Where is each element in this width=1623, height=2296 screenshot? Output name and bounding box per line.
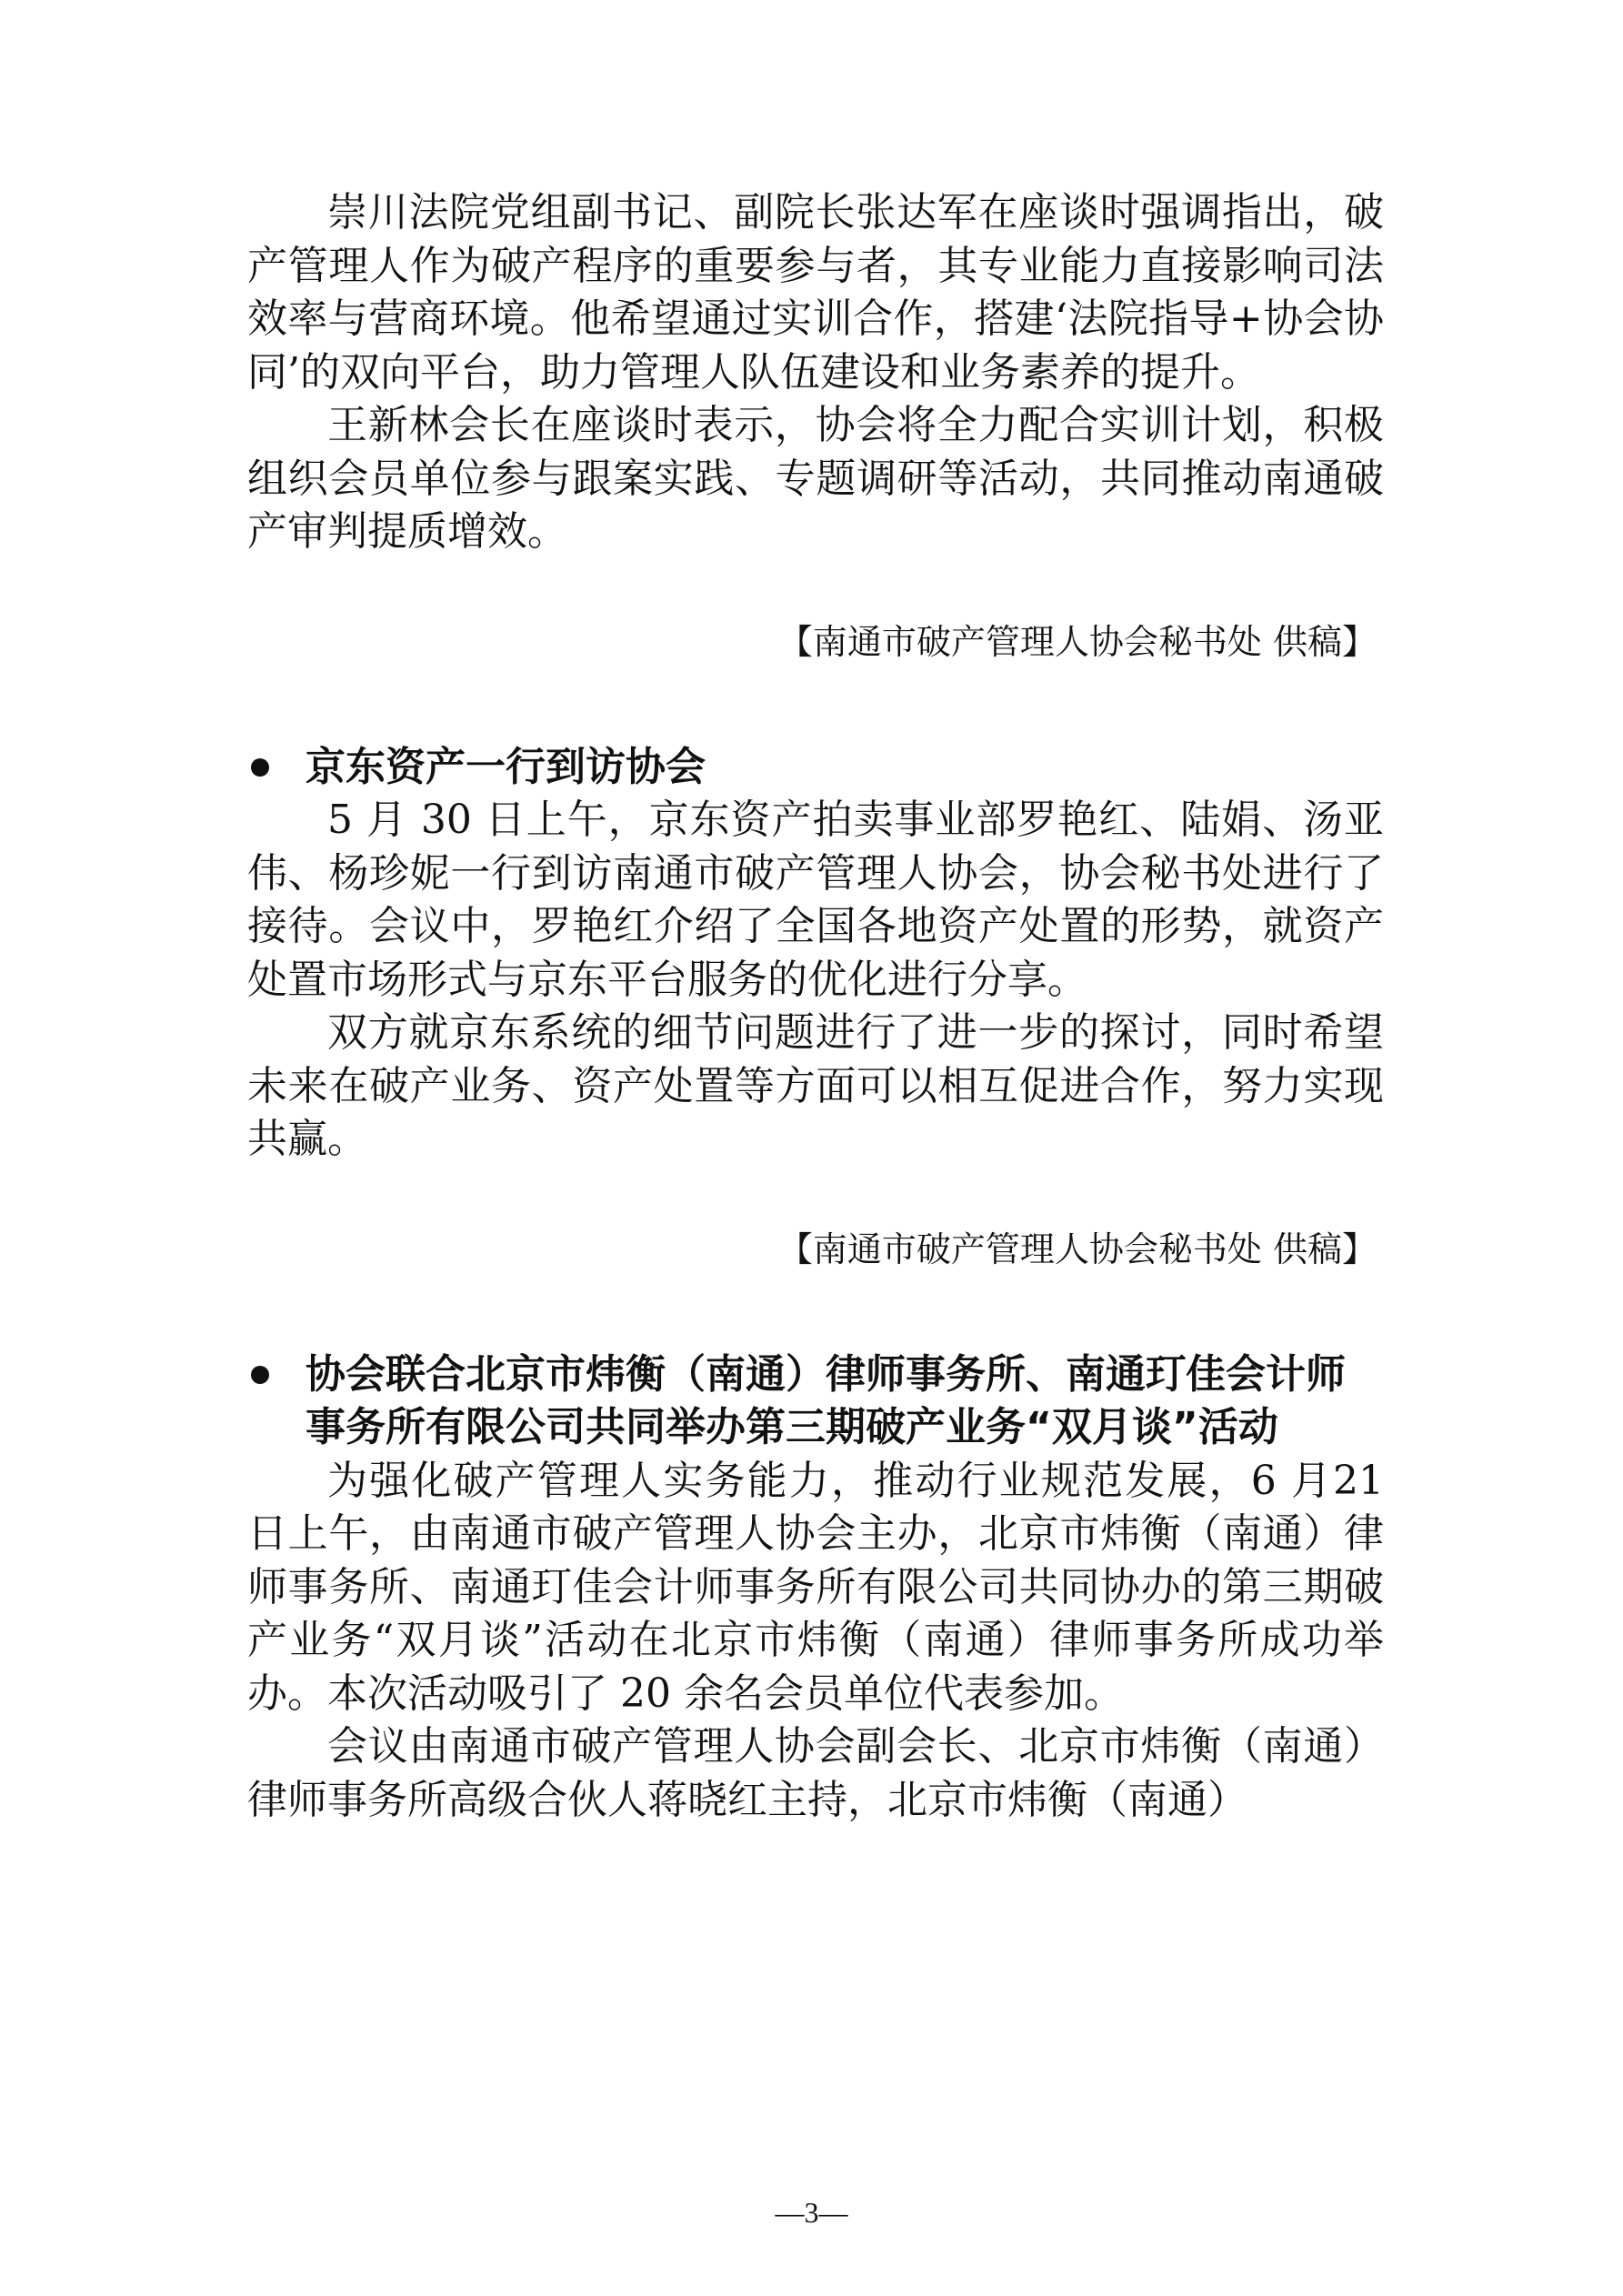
bullet-icon xyxy=(247,1349,306,1402)
intro-paragraph-1: 崇川法院党组副书记、副院长张达军在座谈时强调指出，破产管理人作为破产程序的重要参与者，其专业能力直接影响司法效率与营商环境。他希望通过实训合作，搭建‘法院指导+协会协同’的双向平台，助力管理人队伍建设和业务素养的提升。 xyxy=(247,189,1384,396)
intro-source-credit: 【南通市破产管理人协会秘书处 供稿】 xyxy=(777,621,1377,662)
section1-paragraph-2: 双方就京东系统的细节问题进行了进一步的探讨，同时希望未来在破产业务、资产处置等方面可以相互促进合作，努力实现共赢。 xyxy=(247,1009,1384,1162)
section2-paragraph-1: 为强化破产管理人实务能力，推动行业规范发展，6 月21 日上午，由南通市破产管理人协会主办，北京市炜衡（南通）律师事务所、南通玎佳会计师事务所有限公司共同协办的第三期破产业务“双月谈”活动在北京市炜衡（南通）律师事务所成功举办。本次活动吸引了 20 余名会员单位代表参加。 xyxy=(247,1457,1384,1717)
section1-heading xyxy=(247,741,1384,795)
section1-source-credit: 【南通市破产管理人协会秘书处 供稿】 xyxy=(777,1228,1377,1269)
section2-title: 协会联合北京市炜衡（南通）律师事务所、南通玎佳会计师事务所有限公司共同举办第三期破产业务“双月谈”活动 xyxy=(306,1350,1346,1450)
page-number: —3— xyxy=(775,2196,848,2229)
section1-paragraph-1: 5 月 30 日上午，京东资产拍卖事业部罗艳红、陆娟、汤亚伟、杨珍妮一行到访南通市破产管理人协会，协会秘书处进行了接待。会议中，罗艳红介绍了全国各地资产处置的形势，就资产处置市场形式与京东平台服务的优化进行分享。 xyxy=(247,797,1384,1003)
section2-paragraph-2: 会议由南通市破产管理人协会副会长、北京市炜衡（南通）律师事务所高级合伙人蒋晓红主持，北京市炜衡（南通） xyxy=(247,1723,1384,1823)
bullet-icon xyxy=(247,741,306,795)
document-body xyxy=(247,186,1384,1827)
intro-paragraph-2: 王新林会长在座谈时表示，协会将全力配合实训计划，积极组织会员单位参与跟案实践、专题调研等活动，共同推动南通破产审判提质增效。 xyxy=(247,402,1384,555)
section2-heading xyxy=(247,1349,1384,1455)
section1-title: 京东资产一行到访协会 xyxy=(306,743,706,790)
